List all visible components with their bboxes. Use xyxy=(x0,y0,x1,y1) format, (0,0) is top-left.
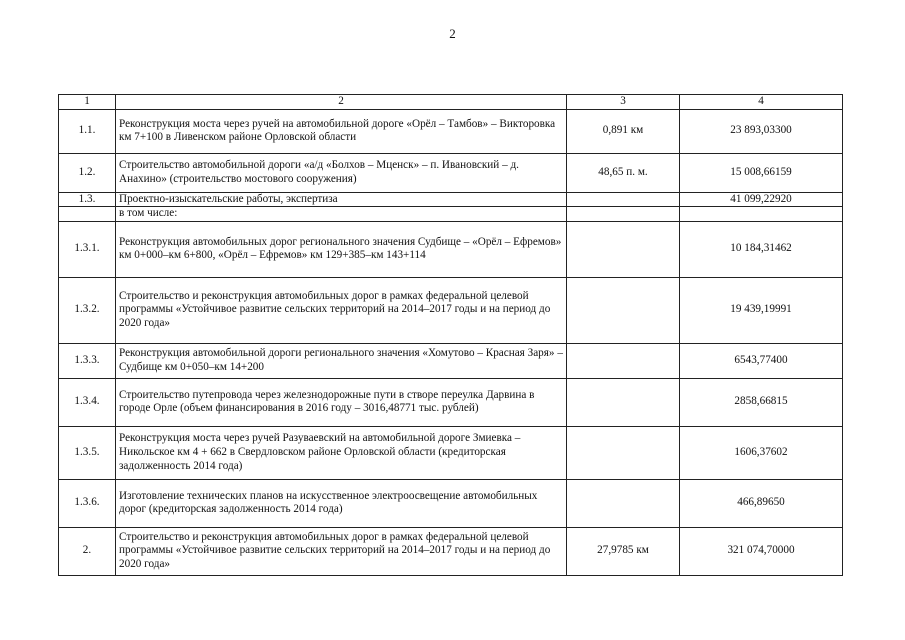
row-number: 1.3.2. xyxy=(59,277,116,343)
row-description: Строительство автомобильной дороги «а/д «Болхов – Мценск» – п. Ивановский – д. Анахино» (строительство мостового сооружения) xyxy=(116,153,567,192)
row-length xyxy=(567,378,680,426)
row-number: 1.3.1. xyxy=(59,221,116,277)
row-number: 1.3.4. xyxy=(59,378,116,426)
row-description: Реконструкция автомобильных дорог регионального значения Судбище – «Орёл – Ефремов» км 0+000–км 6+800, «Орёл – Ефремов» км 129+385–км 143+114 xyxy=(116,221,567,277)
header-cell: 1 xyxy=(59,95,116,110)
row-number: 1.3. xyxy=(59,192,116,207)
table-row xyxy=(59,426,843,479)
table-row xyxy=(59,343,843,378)
row-number: 1.2. xyxy=(59,153,116,192)
row-value: 41 099,22920 xyxy=(680,192,843,207)
row-description: Реконструкция моста через ручей на автомобильной дороге «Орёл – Тамбов» – Викторовка км 7+100 в Ливенском районе Орловской области xyxy=(116,109,567,153)
row-number: 1.3.5. xyxy=(59,426,116,479)
row-number: 2. xyxy=(59,527,116,575)
row-description: Строительство и реконструкция автомобильных дорог в рамках федеральной целевой программы «Устойчивое развитие сельских территорий на 2014–2017 годы и на период до 2020 года» xyxy=(116,527,567,575)
header-cell: 2 xyxy=(116,95,567,110)
row-length: 0,891 км xyxy=(567,109,680,153)
row-length xyxy=(567,192,680,207)
row-description: в том числе: xyxy=(116,207,567,222)
row-length xyxy=(567,221,680,277)
table-row xyxy=(59,527,843,575)
header-cell: 3 xyxy=(567,95,680,110)
table-row xyxy=(59,192,843,207)
row-length xyxy=(567,207,680,222)
table-row xyxy=(59,378,843,426)
row-value: 2858,66815 xyxy=(680,378,843,426)
works-table xyxy=(58,94,843,576)
row-number: 1.1. xyxy=(59,109,116,153)
row-value: 6543,77400 xyxy=(680,343,843,378)
row-number: 1.3.6. xyxy=(59,479,116,527)
row-value: 321 074,70000 xyxy=(680,527,843,575)
table-row xyxy=(59,277,843,343)
row-description: Проектно-изыскательские работы, экспертиза xyxy=(116,192,567,207)
row-value: 10 184,31462 xyxy=(680,221,843,277)
row-number: 1.3.3. xyxy=(59,343,116,378)
table-row xyxy=(59,109,843,153)
table-row xyxy=(59,479,843,527)
row-value xyxy=(680,207,843,222)
row-length: 27,9785 км xyxy=(567,527,680,575)
row-length xyxy=(567,343,680,378)
header-cell: 4 xyxy=(680,95,843,110)
row-length xyxy=(567,277,680,343)
row-length xyxy=(567,426,680,479)
row-length xyxy=(567,479,680,527)
row-description: Строительство и реконструкция автомобильных дорог в рамках федеральной целевой программы «Устойчивое развитие сельских территорий на 2014–2017 годы и на период до 2020 года» xyxy=(116,277,567,343)
row-value: 1606,37602 xyxy=(680,426,843,479)
page-number: 2 xyxy=(449,26,456,41)
row-value: 466,89650 xyxy=(680,479,843,527)
table-header-row xyxy=(59,95,843,110)
table-row xyxy=(59,221,843,277)
row-description: Реконструкция моста через ручей Разуваевский на автомобильной дороге Змиевка – Никольское км 4 + 662 в Свердловском районе Орловской области (кредиторская задолженность 2014 года) xyxy=(116,426,567,479)
table-row xyxy=(59,207,843,222)
row-value: 23 893,03300 xyxy=(680,109,843,153)
row-value: 15 008,66159 xyxy=(680,153,843,192)
table-row xyxy=(59,153,843,192)
row-description: Реконструкция автомобильной дороги регионального значения «Хомутово – Красная Заря» – Судбище км 0+050–км 14+200 xyxy=(116,343,567,378)
row-description: Изготовление технических планов на искусственное электроосвещение автомобильных дорог (кредиторская задолженность 2014 года) xyxy=(116,479,567,527)
row-number xyxy=(59,207,116,222)
row-value: 19 439,19991 xyxy=(680,277,843,343)
row-description: Строительство путепровода через железнодорожные пути в створе переулка Дарвина в городе Орле (объем финансирования в 2016 году – 3016,48771 тыс. рублей) xyxy=(116,378,567,426)
row-length: 48,65 п. м. xyxy=(567,153,680,192)
